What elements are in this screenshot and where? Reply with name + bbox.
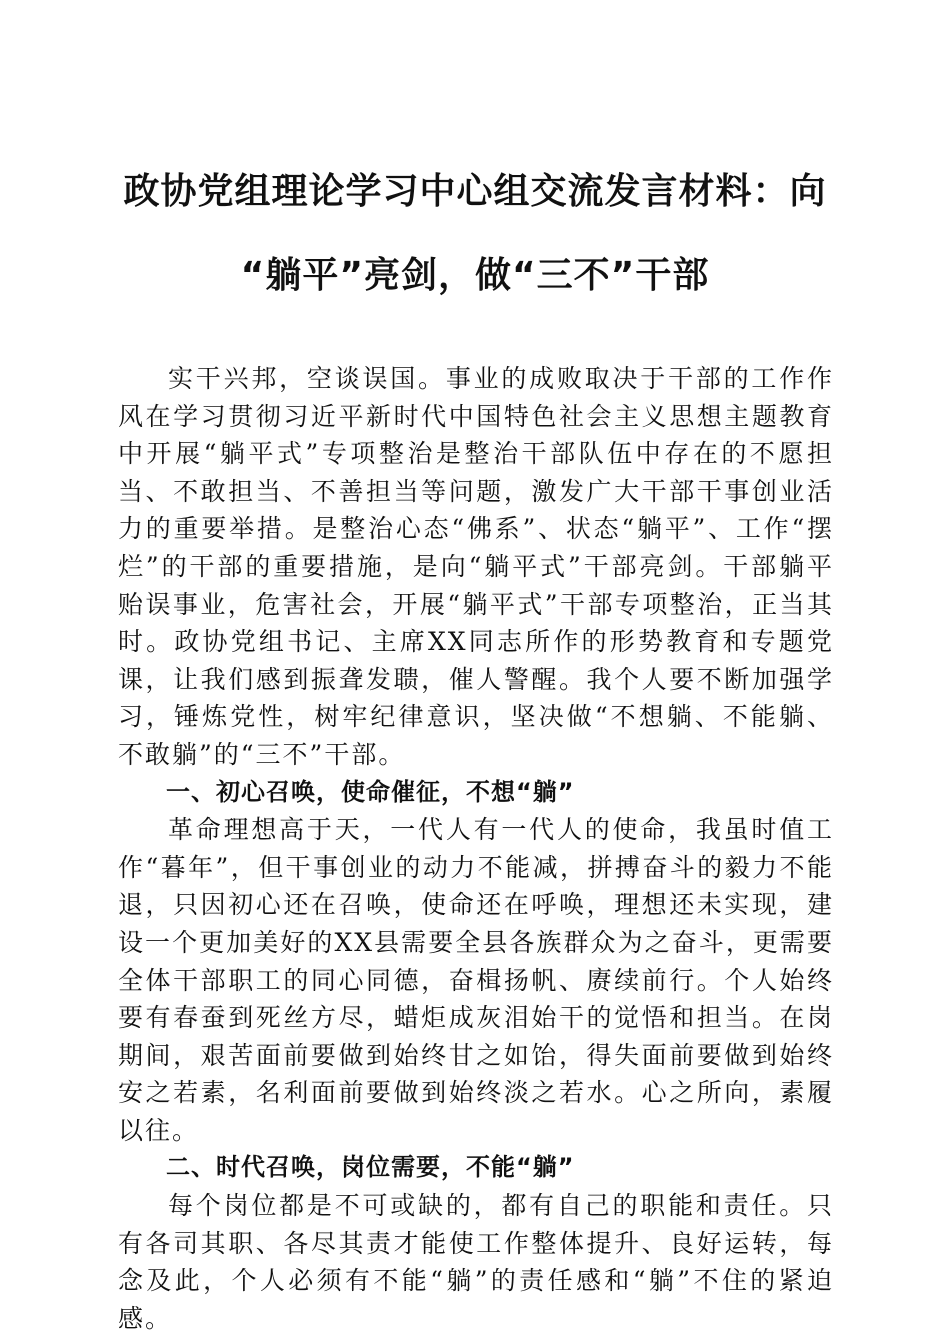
title-line-2: “躺平”亮剑，做“三不”干部 <box>240 255 710 296</box>
intro-paragraph: 实干兴邦，空谈误国。事业的成败取决于干部的工作作风在学习贯彻习近平新时代中国特色社会主义思想主题教育中开展“躺平式”专项整治是整治干部队伍中存在的不愿担当、不敢担当、不善担当等问题，激发广大干部干事创业活力的重要举措。是整治心态“佛系”、状态“躺平”、工作“摆烂”的干部的重要措施，是向“躺平式”干部亮剑。干部躺平贻误事业，危害社会，开展“躺平式”干部专项整治，正当其时。政协党组书记、主席XX同志所作的形势教育和专题党课，让我们感到振聋发聩，催人警醒。我个人要不断加强学习，锤炼党性，树牢纪律意识，坚决做“不想躺、不能躺、不敢躺”的“三不”干部。 <box>118 364 834 769</box>
document-title <box>100 150 850 318</box>
section-1-heading: 一、初心召唤，使命催征，不想“躺” <box>166 777 575 806</box>
title-line-1: 政协党组理论学习中心组交流发言材料：向 <box>123 171 827 212</box>
section-1-paragraph: 革命理想高于天，一代人有一代人的使命，我虽时值工作“暮年”，但干事创业的动力不能减，拼搏奋斗的毅力不能退，只因初心还在召唤，使命还在呼唤，理想还未实现，建设一个更加美好的XX县需要全县各族群众为之奋斗，更需要全体干部职工的同心同德，奋楫扬帆、赓续前行。个人始终要有春蚕到死丝方尽，蜡炬成灰泪始干的觉悟和担当。在岗期间，艰苦面前要做到始终甘之如饴，得失面前要做到始终安之若素，名利面前要做到始终淡之若水。心之所向，素履以往。 <box>118 815 834 1145</box>
section-2-heading: 二、时代召唤，岗位需要，不能“躺” <box>166 1153 575 1182</box>
section-2-paragraph: 每个岗位都是不可或缺的，都有自己的职能和责任。只有各司其职、各尽其责才能使工作整体提升、良好运转，每念及此，个人必须有不能“躺”的责任感和“躺”不住的紧迫感。 <box>118 1191 834 1333</box>
document-body <box>118 360 834 1337</box>
